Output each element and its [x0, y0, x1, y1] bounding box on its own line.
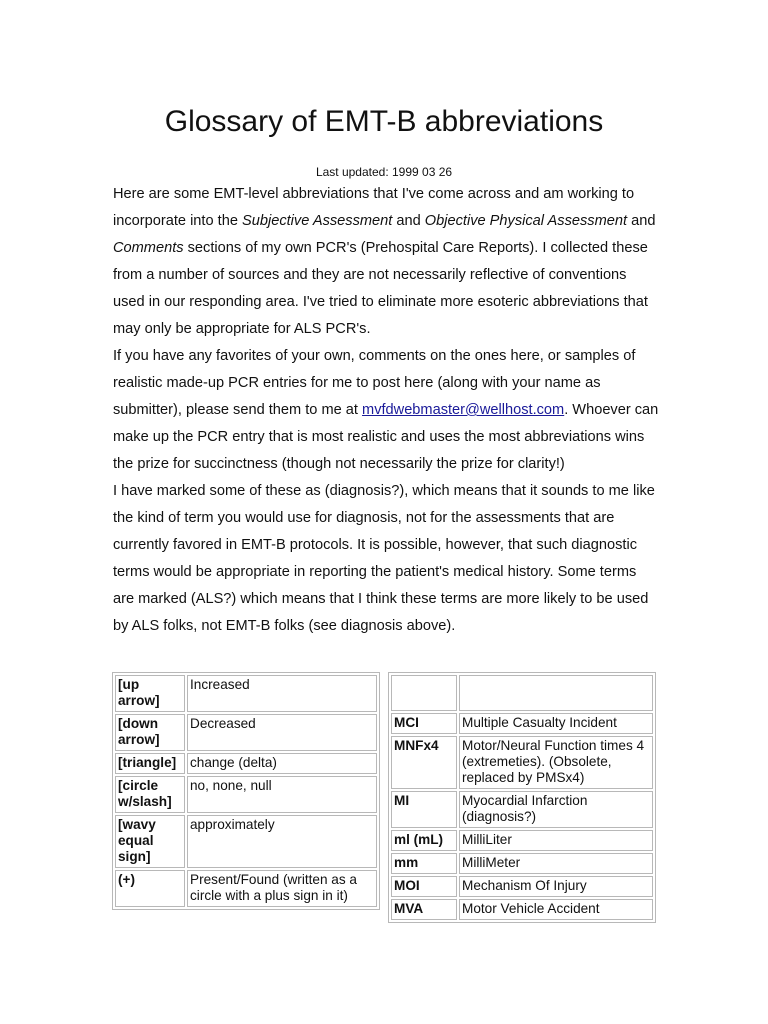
table-row	[115, 815, 377, 868]
table-row	[115, 753, 377, 774]
table-row	[391, 853, 653, 874]
intro-p1-text-d: sections of my own PCR's (Prehospital Care Reports). I collected these from a number of sources and they are not necessarily reflective of conventions used in our responding area. I've tried to eliminate more esoteric abbreviations that may only be appropriate for ALS PCR's.	[113, 240, 648, 337]
table-row	[391, 791, 653, 828]
abbreviation-term: [triangle]	[115, 753, 185, 774]
table-row	[391, 736, 653, 789]
intro-p1-comments: Comments	[113, 240, 184, 256]
table-row	[115, 714, 377, 751]
abbreviation-term: ml (mL)	[391, 830, 457, 851]
abbreviation-term: MNFx4	[391, 736, 457, 789]
table-row	[391, 899, 653, 920]
intro-p1-text-b: and	[392, 213, 425, 229]
intro-paragraph-3: I have marked some of these as (diagnosis?), which means that it sounds to me like the kind of term you would use for diagnosis, not for the assessments that are currently favored in EMT-B protocols. It is possible, however, that such diagnostic terms would be appropriate in reporting the patient's medical history. Some terms are marked (ALS?) which means that I think these terms are more likely to be used by ALS folks, not EMT-B folks (see diagnosis above).	[113, 483, 655, 634]
abbreviation-definition: change (delta)	[187, 753, 377, 774]
abbreviation-term: (+)	[115, 870, 185, 907]
abbreviation-definition: MilliLiter	[459, 830, 653, 851]
intro-text	[113, 181, 661, 640]
table-cell-empty	[391, 675, 457, 711]
intro-p1-text-c: and	[627, 213, 656, 229]
intro-paragraph-1	[113, 181, 661, 343]
abbreviation-definition: Motor/Neural Function times 4 (extremeties). (Obsolete, replaced by PMSx4)	[459, 736, 653, 789]
abbreviation-term: [up arrow]	[115, 675, 185, 712]
abbreviation-definition: Multiple Casualty Incident	[459, 713, 653, 734]
abbreviation-definition: Increased	[187, 675, 377, 712]
abbreviation-term: [circle w/slash]	[115, 776, 185, 813]
table-row	[115, 776, 377, 813]
intro-paragraph-2	[113, 343, 661, 478]
abbreviation-term: MVA	[391, 899, 457, 920]
table-row	[391, 830, 653, 851]
abbreviation-term: MCI	[391, 713, 457, 734]
abbreviation-term: [wavy equal sign]	[115, 815, 185, 868]
abbreviation-definition: Motor Vehicle Accident	[459, 899, 653, 920]
glossary-table-left	[112, 672, 380, 910]
abbreviation-definition: Present/Found (written as a circle with a plus sign in it)	[187, 870, 377, 907]
email-link[interactable]: mvfdwebmaster@wellhost.com	[362, 402, 565, 418]
page-title: Glossary of EMT-B abbreviations	[164, 105, 604, 138]
intro-p2-text-a: If you have any favorites of your own, comments on the ones here, or samples of realistic made-up PCR entries for me to post here (along with your name as submitter), please send them to me at	[113, 348, 636, 418]
abbreviation-term: MOI	[391, 876, 457, 897]
abbreviation-term: MI	[391, 791, 457, 828]
last-updated: Last updated: 1999 03 26	[315, 165, 453, 179]
table-row	[115, 675, 377, 712]
abbreviation-definition: Decreased	[187, 714, 377, 751]
glossary-table-right	[388, 672, 656, 923]
table-cell-empty	[459, 675, 653, 711]
intro-p1-text-a: Here are some EMT-level abbreviations that I've come across and am working to incorporate into the	[113, 186, 635, 229]
table-header-row-empty	[391, 675, 653, 711]
abbreviation-term: [down arrow]	[115, 714, 185, 751]
intro-p1-objective: Objective Physical Assessment	[424, 213, 628, 229]
table-row	[115, 870, 377, 907]
table-row	[391, 876, 653, 897]
intro-p1-subjective: Subjective Assessment	[242, 213, 393, 229]
abbreviation-definition: Myocardial Infarction (diagnosis?)	[459, 791, 653, 828]
table-row	[391, 713, 653, 734]
abbreviation-definition: Mechanism Of Injury	[459, 876, 653, 897]
intro-p2-text-b: . Whoever can make up the PCR entry that is most realistic and uses the most abbreviations wins the prize for succinctness (though not necessarily the prize for clarity!)	[113, 402, 659, 472]
abbreviation-definition: approximately	[187, 815, 377, 868]
abbreviation-definition: no, none, null	[187, 776, 377, 813]
abbreviation-definition: MilliMeter	[459, 853, 653, 874]
abbreviation-term: mm	[391, 853, 457, 874]
